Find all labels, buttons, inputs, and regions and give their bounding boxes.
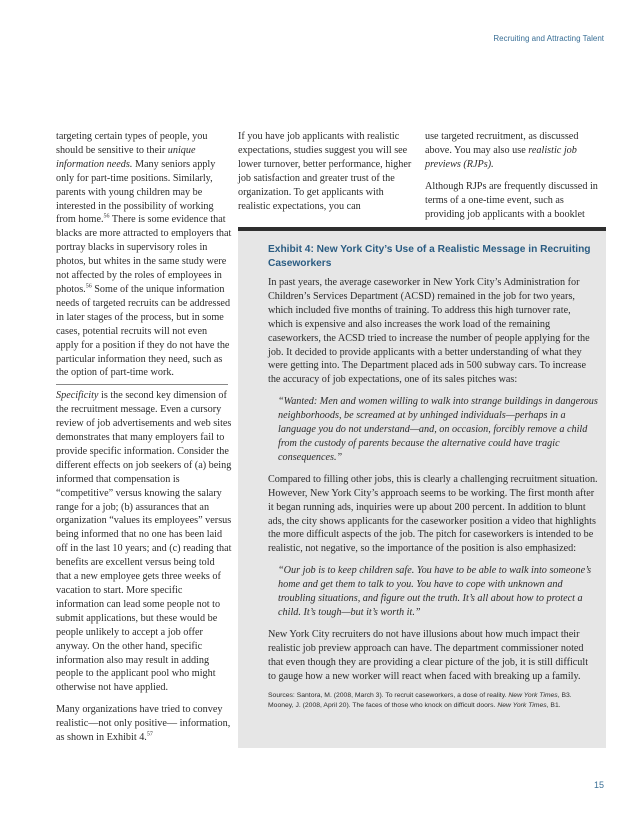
running-header: Recruiting and Attracting Talent (493, 34, 604, 43)
exhibit-quote: “Wanted: Men and women willing to walk into strange buildings in dangerous neighborhoods, be screamed at by unhinged individuals—perhaps in a language you do not understand—and, on occasion, forcibly remove a child from the custody of parents because the alternative could have tragic consequences.” (278, 396, 598, 463)
body-column-right (425, 130, 605, 221)
exhibit-sources (268, 691, 598, 711)
body-column-left (56, 130, 232, 745)
exhibit-quote: “Our job is to keep children safe. You have to be able to walk into someone’s home and get them to talk to you. You have to cope with unknown and troubling situations, and figure out the truth. It’s all about how to protect a child. It’s tough—but it’s worth it.” (278, 565, 592, 618)
paragraph-targeting: targeting certain types of people, you should be sensitive to their unique information needs. Many seniors apply only for part-time positions. Similarly, parents with young children may be interested in the possibility of working from home.$^{56}$ There is some evidence that blacks are more attracted to employers that portray blacks in supervisory roles in photos, but whites in the same study were not affected by the roles of employees in photos.$^{56}$ Some of the unique information needs of targeted recruits can be addressed in later stages of the process, but in some cases, potential recruits will not even apply for a position if they do not have the particular information they need, such as the option of part-time work. (56, 131, 232, 379)
exhibit-box (238, 227, 606, 748)
exhibit-content (268, 243, 598, 711)
exhibit-title: Exhibit 4: New York City’s Use of a Realistic Message in Recruiting Caseworkers (268, 244, 591, 269)
exhibit-paragraph: In past years, the average caseworker in New York City’s Administration for Children’s Services Department (ACSD) remained in the job for two years, which included five months of training. To address this high turnover rate, which is expensive and also increases the work load of the remaining caseworkers, the ACSD tried to increase the number of people applying for the job. It decided to provide applicants with a better understanding of what they were getting into. The Department placed ads in 500 subway cars. To increase the accuracy of job expectations, one of its sales pitches was: (268, 277, 590, 386)
paragraph-specificity: Specificity is the second key dimension of the recruitment message. Even a cursory review of job advertisements and web sites demonstrates that many employers fail to provide specific information. Consider the different effects on job seekers of (a) being informed that compensation is “competitive” versus knowing the salary range for a job; (b) assurances that an organization “values its employees” versus being informed that no one has been laid off in the last 10 years; and (c) reading that benefits are excellent versus being told that a new employee gets three weeks of vacation to start. More specific information can lead some people not to submit applications, but these would be people unlikely to accept a job offer anyway. On the other hand, specific information also may result in adding people to the applicant pool who might otherwise not have applied. (56, 390, 232, 694)
paragraph-rjp-intro: use targeted recruitment, as discussed above. You may also use realistic job previews (RJPs). (425, 131, 579, 170)
source-line: Sources: Santora, M. (2008, March 3). To recruit caseworkers, a dose of reality. New York Times, B3. (268, 692, 572, 700)
exhibit-paragraph: Compared to filling other jobs, this is clearly a challenging recruitment situation. However, New York City’s approach seems to be working. The first month after it began running ads, inquiries were up about 200 percent. In addition to blunt ads, the city shows applicants for the caseworker position a video that highlights the more difficult aspects of the job. The pitch for caseworkers is intended to be realistic, not negative, so the importance of the position is also emphasized: (268, 473, 598, 555)
paragraph-rjp-continued: Although RJPs are frequently discussed in terms of a one-time event, such as providing job applicants with a booklet (425, 180, 598, 220)
source-line: Mooney, J. (2008, April 20). The faces of those who knock on difficult doors. New York Times, B1. (268, 702, 561, 710)
page-number: 15 (593, 780, 604, 790)
column-divider (56, 384, 228, 385)
body-column-middle (238, 130, 418, 213)
paragraph-expectations: If you have job applicants with realistic expectations, studies suggest you will see lower turnover, better performance, higher job satisfaction and greater trust of the organization. To get applicants with realistic expectations, you can (238, 131, 412, 212)
paragraph-realistic: Many organizations have tried to convey realistic—not only positive— information, as shown in Exhibit 4.57 (56, 704, 231, 744)
exhibit-paragraph: New York City recruiters do not have illusions about how much impact their realistic job preview approach can have. The department commissioner noted that even though they are providing a clear picture of the job, it is still difficult to gauge how a new worker will react when faced with breaking up a family. (268, 628, 589, 682)
